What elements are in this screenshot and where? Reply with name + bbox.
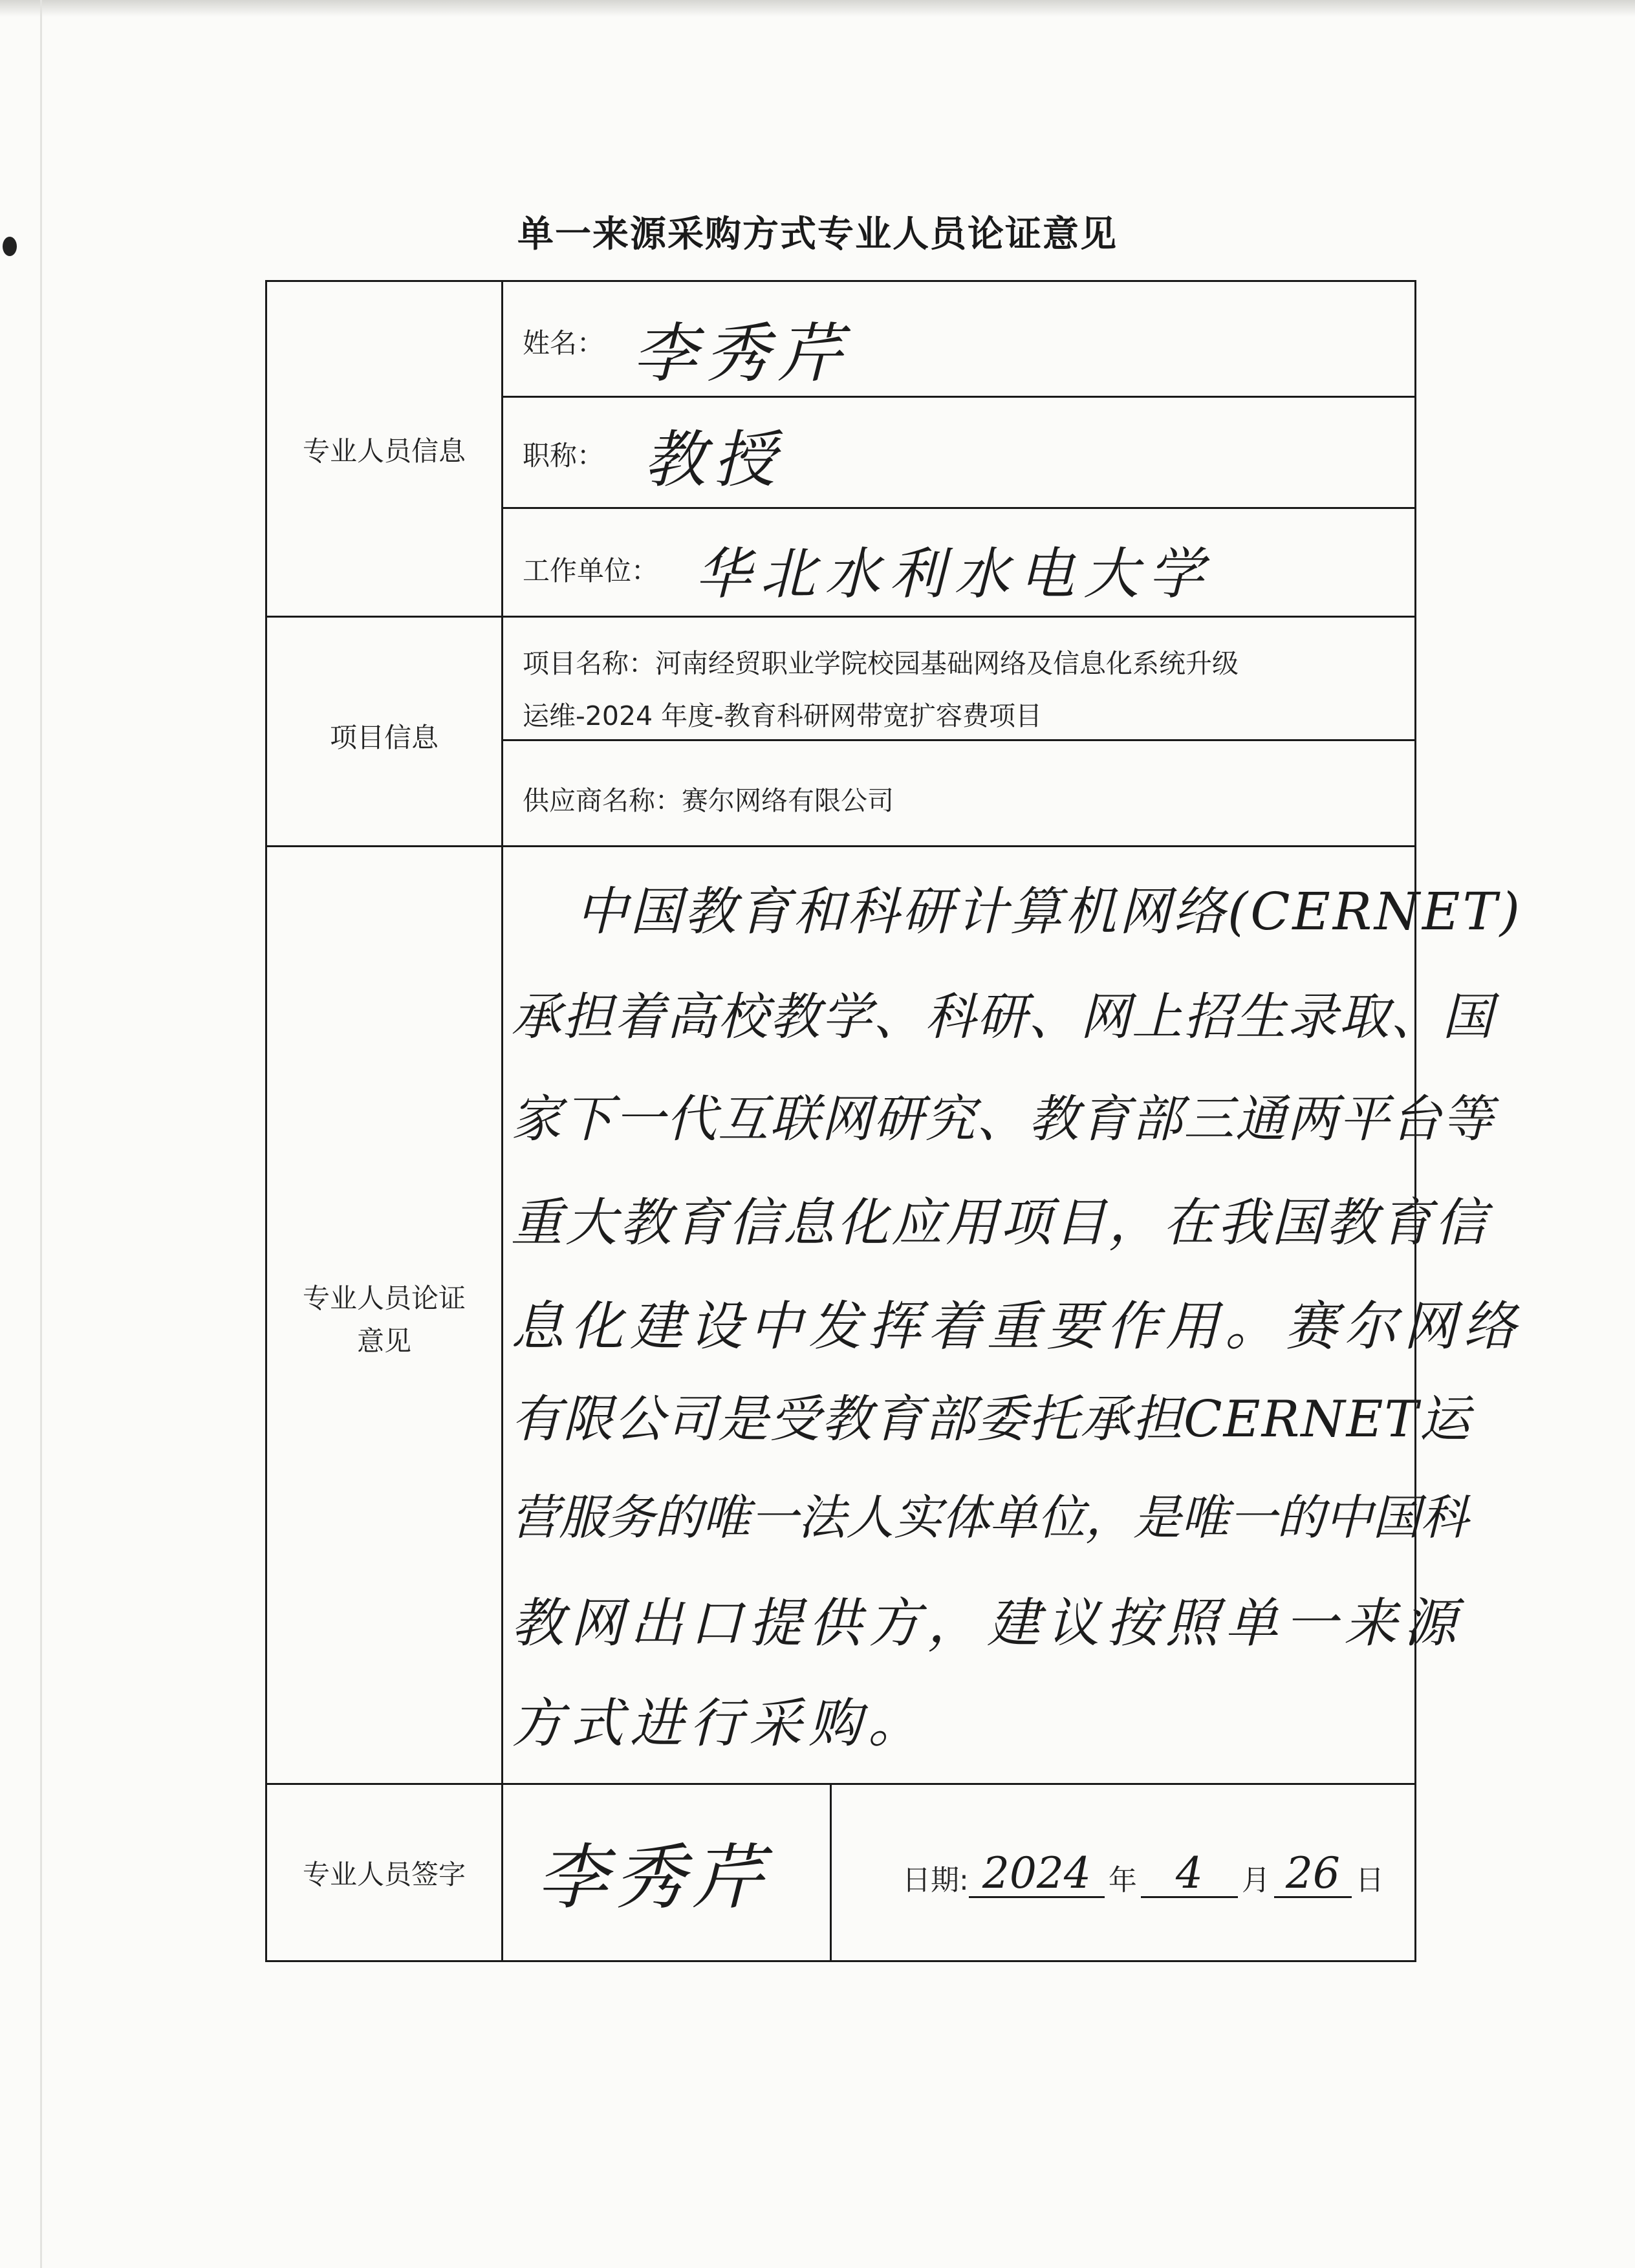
opinion-line: 重大教育信息化应用项目，在我国教育信 xyxy=(511,1193,1489,1253)
label-column-divider xyxy=(501,280,503,1962)
date-day-handwritten: 26 xyxy=(1274,1851,1352,1898)
project-name-line-1: 项目名称：河南经贸职业学院校园基础网络及信息化系统升级 xyxy=(523,648,1239,679)
table-border-bottom xyxy=(265,1960,1416,1962)
opinion-line: 有限公司是受教育部委托承担CERNET运 xyxy=(511,1390,1471,1449)
date-month-handwritten: 4 xyxy=(1141,1851,1238,1898)
date-label: 日期: xyxy=(902,1864,969,1897)
date-year-unit: 年 xyxy=(1108,1864,1137,1897)
section-divider-3 xyxy=(265,1783,1416,1785)
opinion-line: 中国教育和科研计算机网络(CERNET) xyxy=(576,881,1523,942)
scan-edge-left xyxy=(40,0,42,2268)
section-divider-2 xyxy=(265,845,1416,847)
section-label-expert-info: 专业人员信息 xyxy=(302,435,466,467)
title-label: 职称： xyxy=(523,440,605,471)
scan-edge-top xyxy=(0,0,1635,17)
opinion-line: 教网出口提供方，建议按照单一来源 xyxy=(511,1593,1463,1654)
employer-value-handwritten: 华北水利水电大学 xyxy=(695,542,1213,607)
project-name-line-2: 运维-2024 年度-教育科研网带宽扩容费项目 xyxy=(523,700,1042,731)
row-divider-title xyxy=(501,507,1416,509)
opinion-line: 营服务的唯一法人实体单位，是唯一的中国科 xyxy=(511,1490,1468,1546)
table-border-left xyxy=(265,280,267,1962)
supplier-name: 供应商名称：赛尔网络有限公司 xyxy=(523,785,894,816)
section-label-opinion-line-2: 意见 xyxy=(356,1325,411,1357)
section-label-signature: 专业人员签字 xyxy=(302,1859,466,1890)
name-value-handwritten: 李秀芹 xyxy=(633,316,850,391)
opinion-line: 方式进行采购。 xyxy=(511,1693,927,1755)
date-field xyxy=(902,1848,1384,1898)
section-label-opinion-line-1: 专业人员论证 xyxy=(302,1282,466,1314)
table-border-top xyxy=(265,280,1416,282)
employer-label: 工作单位： xyxy=(523,555,659,587)
section-label-project-info: 项目信息 xyxy=(329,722,439,753)
date-day-unit: 日 xyxy=(1355,1864,1384,1897)
section-label-opinion xyxy=(267,1277,501,1363)
document-title: 单一来源采购方式专业人员论证意见 xyxy=(517,213,1118,255)
section-divider-1 xyxy=(265,616,1416,618)
date-month-unit: 月 xyxy=(1241,1864,1270,1897)
name-label: 姓名： xyxy=(523,327,605,359)
signature-handwritten: 李秀芹 xyxy=(537,1836,770,1919)
row-divider-name xyxy=(501,396,1416,398)
title-value-handwritten: 教授 xyxy=(644,424,783,496)
opinion-line: 息化建设中发挥着重要作用。赛尔网络 xyxy=(511,1296,1522,1357)
date-year-handwritten: 2024 xyxy=(969,1851,1105,1898)
row-divider-project xyxy=(501,739,1416,741)
opinion-line: 家下一代互联网研究、教育部三通两平台等 xyxy=(511,1090,1495,1149)
signature-divider xyxy=(830,1783,832,1962)
opinion-line: 承担着高校教学、科研、网上招生录取、国 xyxy=(511,988,1495,1046)
